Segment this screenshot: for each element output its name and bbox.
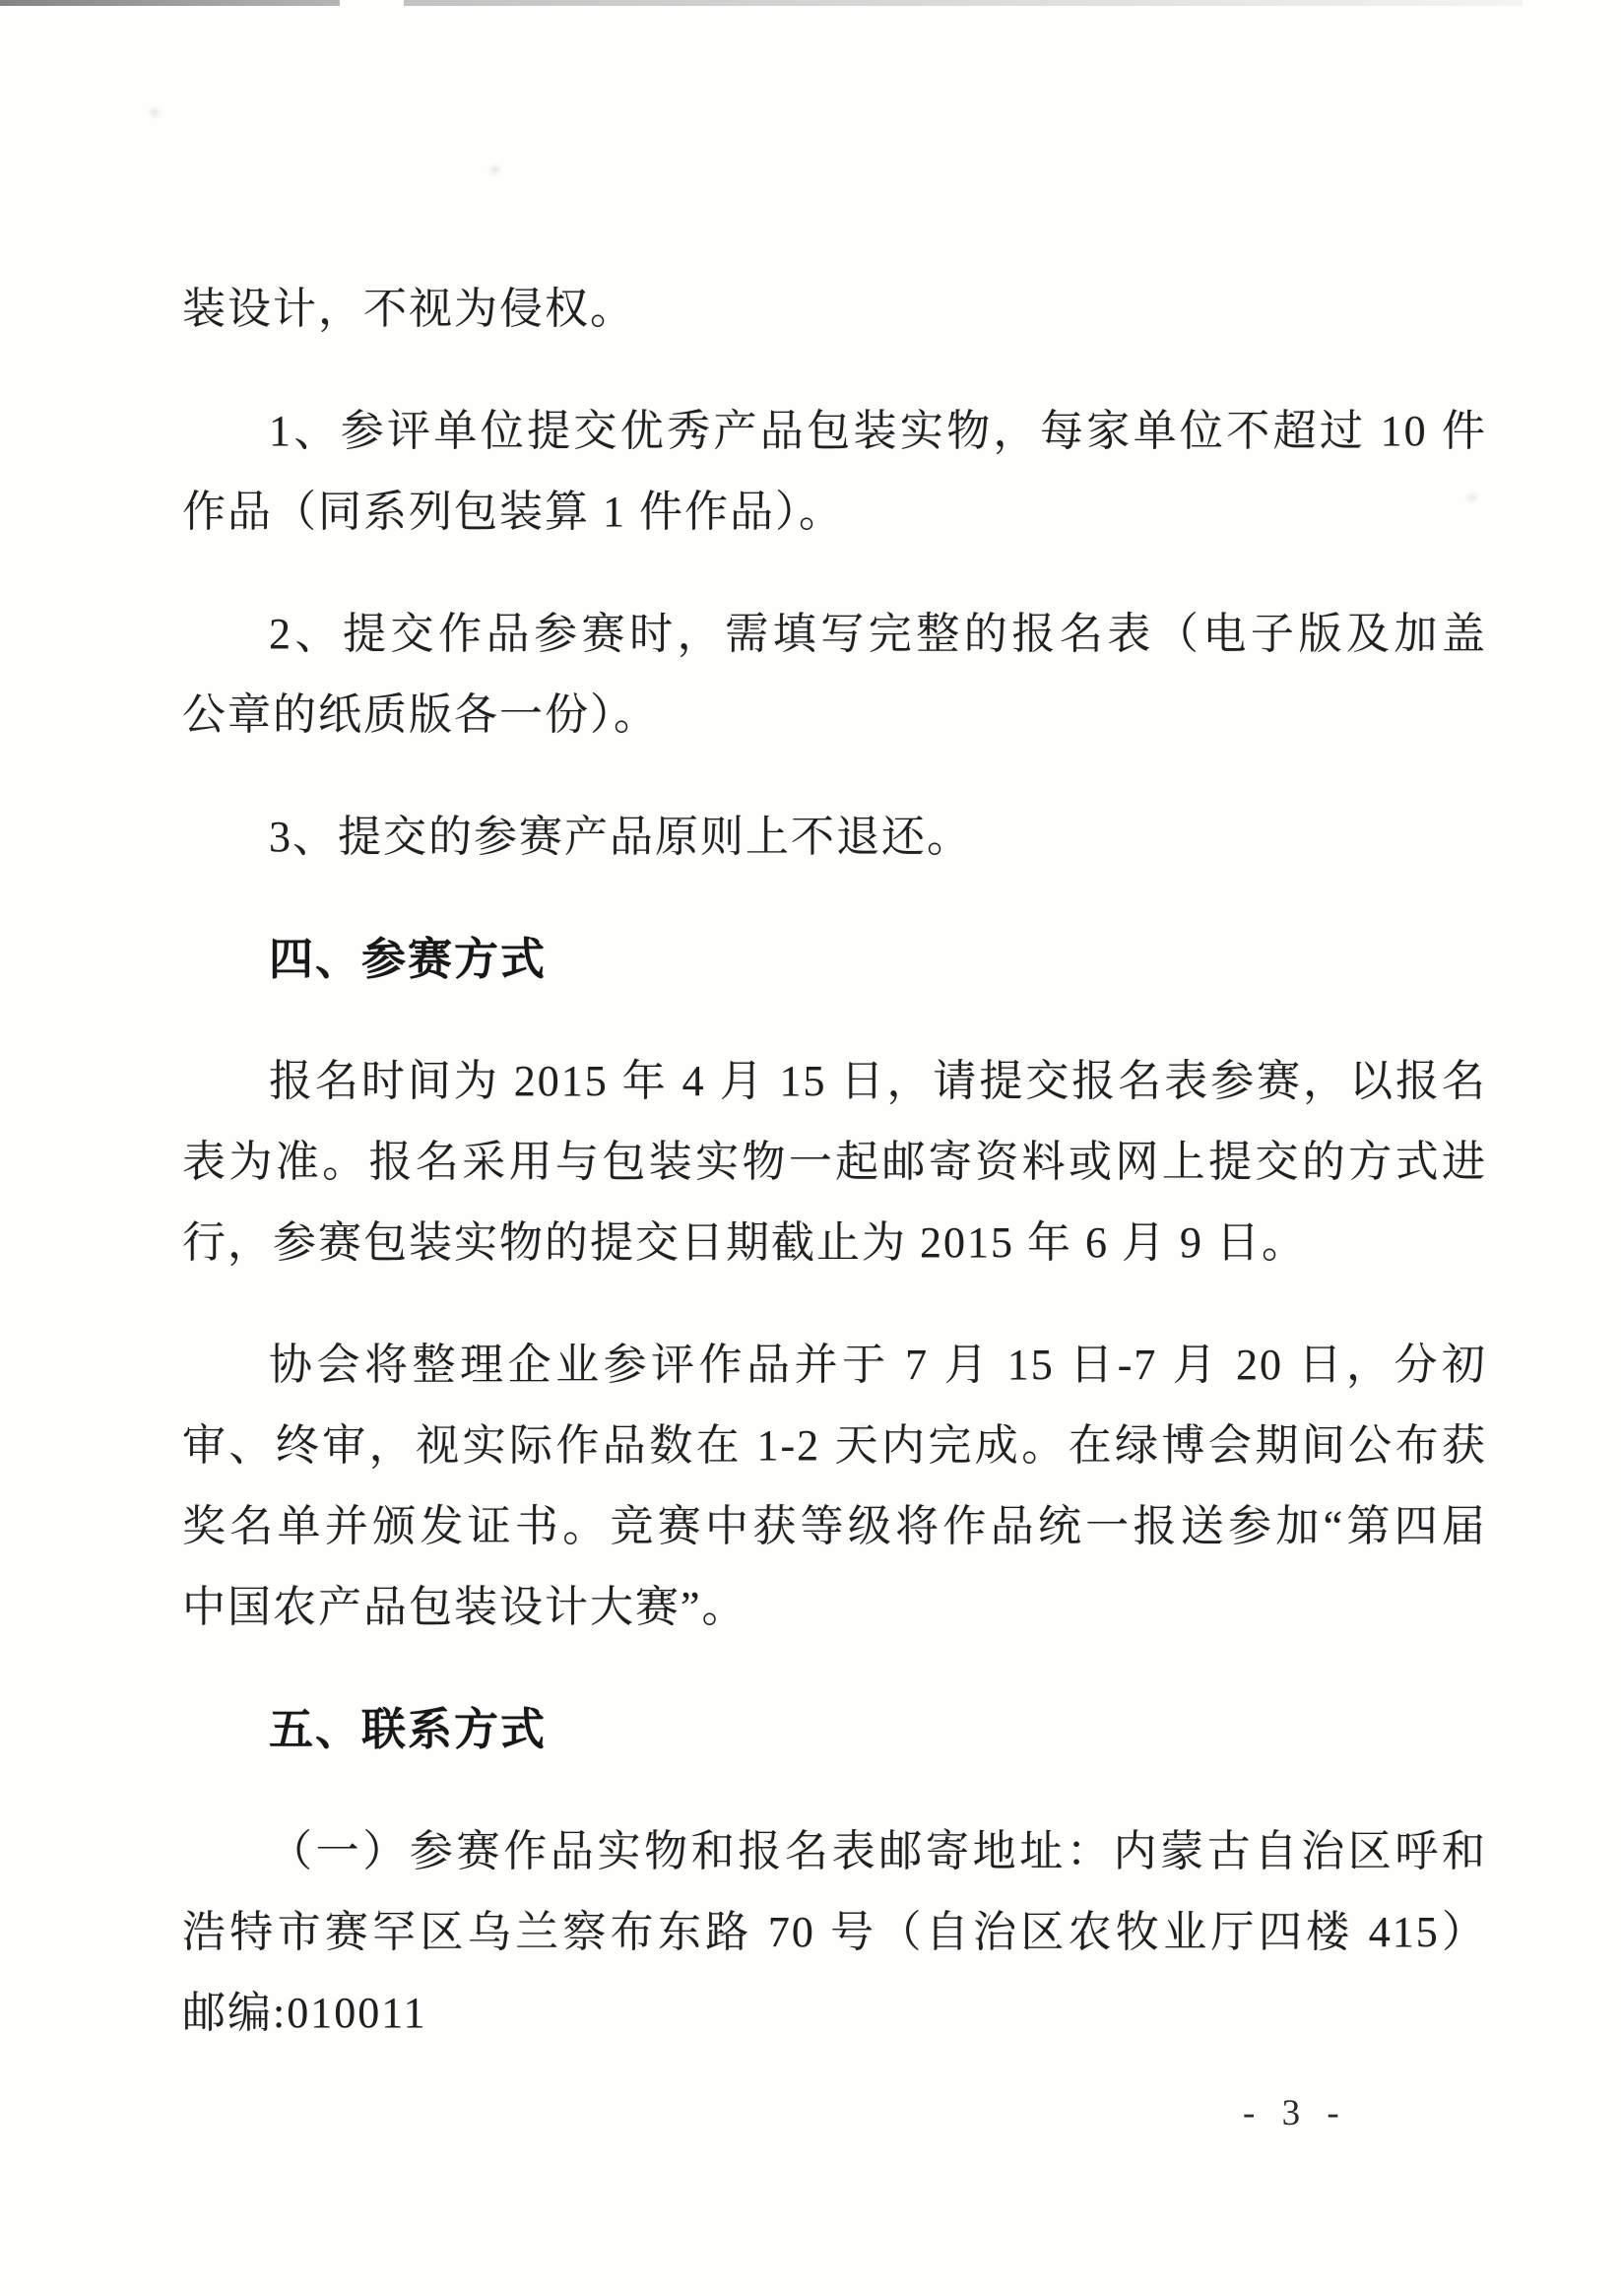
text-line: 1、参评单位提交优秀产品包装实物，每家单位不超过 10 件 (269, 407, 1487, 455)
text-line: （一）参赛作品实物和报名表邮寄地址：内蒙古自治区呼和 (269, 1827, 1487, 1875)
section-heading (182, 1689, 1487, 1770)
text-line: 五、联系方式 (269, 1704, 548, 1754)
text-line: 协会将整理企业参评作品并于 7 月 15 日-7 月 20 日，分初 (269, 1341, 1487, 1389)
scan-edge-artifact (0, 0, 340, 6)
scan-speck (490, 165, 499, 174)
text-line: 邮编:010011 (182, 1989, 427, 2037)
text-line: 3、提交的参赛产品原则上不退还。 (269, 813, 972, 861)
text-line: 装设计，不视为侵权。 (182, 285, 635, 333)
section-heading (182, 919, 1487, 1000)
text-line: 表为准。报名采用与包装实物一起邮寄资料或网上提交的方式进 (182, 1138, 1487, 1186)
paragraph (182, 797, 1487, 878)
scan-speck (150, 108, 160, 116)
text-line: 中国农产品包装设计大赛”。 (182, 1583, 747, 1631)
text-line: 报名时间为 2015 年 4 月 15 日，请提交报名表参赛，以报名 (269, 1057, 1487, 1105)
text-line: 2、提交作品参赛时，需填写完整的报名表（电子版及加盖 (269, 610, 1487, 658)
page-number: - 3 - (1243, 2093, 1348, 2133)
paragraph (182, 391, 1487, 553)
paragraph (182, 1811, 1487, 2054)
paragraph (182, 1041, 1487, 1283)
paragraph (182, 269, 1487, 350)
paragraph (182, 594, 1487, 755)
scan-edge-artifact (404, 0, 1523, 6)
text-line: 奖名单并颁发证书。竞赛中获等级将作品统一报送参加“第四届 (182, 1502, 1487, 1550)
text-line: 行，参赛包装实物的提交日期截止为 2015 年 6 月 9 日。 (182, 1218, 1307, 1267)
text-line: 四、参赛方式 (269, 934, 548, 984)
document-content (182, 269, 1487, 2054)
text-line: 浩特市赛罕区乌兰察布东路 70 号（自治区农牧业厅四楼 415） (182, 1908, 1487, 1956)
text-line: 公章的纸质版各一份）。 (182, 690, 659, 739)
paragraph (182, 1325, 1487, 1648)
text-line: 审、终审，视实际作品数在 1-2 天内完成。在绿博会期间公布获 (182, 1421, 1487, 1470)
text-line: 作品（同系列包装算 1 件作品）。 (182, 488, 844, 536)
